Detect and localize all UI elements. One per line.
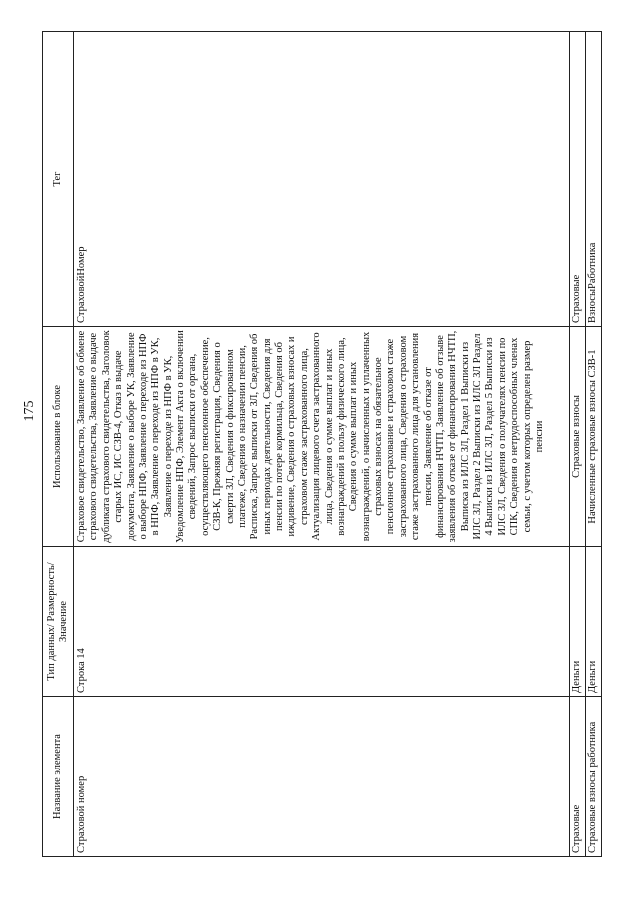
cell-tag: ВзносыРаботника (585, 32, 601, 327)
cell-element-name: Страховые взносы работника (585, 697, 601, 857)
cell-tag: Страховые (569, 32, 585, 327)
table-header-row (43, 32, 74, 857)
cell-data-type: Строка 14 (74, 547, 570, 697)
header-usage: Использование в блоке (43, 327, 74, 547)
cell-element-name: Страховые (569, 697, 585, 857)
elements-table (42, 31, 602, 857)
table-row (74, 32, 570, 857)
rotated-table-container (42, 32, 602, 857)
cell-usage: Страховое свидетельство, Заявление об обмене страхового свидетельства, Заявление о выдаче дубликата страхового свидетельства, Заголовок старых ИС, ИС СЗВ-4, Отказ в выдаче документа, Заявление о выборе УК, Заявление о выборе НПФ, Заявление о переходе из НПФ в НПФ, Заявление о переходе из НПФ в УК, Заявление о переходе из НПФ в УК, Уведомление НПФ, Элемент Акта о включении сведений, Запрос выписки от органа, осуществляющего пенсионное обеспечение, СЗВ-К, Прежняя регистрация, Сведения о смерти ЗЛ, Сведения о фиксированном платеже, Сведения о назначении пенсии, Расписка, Запрос выписки от ЗЛ, Сведения об иных периодах деятельности, Сведения для пенсии по потере кормильца, Сведения об иждивение, Сведения о страховых взносах и страховом стаже застрахованного лица, Актуализация лицевого счета застрахованного лица, Сведения о сумме выплат и иных вознаграждений в пользу физического лица, Сведения о сумме выплат и иных вознаграждений, о начисленных и уплаченных страховых взносах на обязательное пенсионное страхование и страховом стаже застрахованного лица, Сведения о страховом стаже застрахованного лица для установления пенсии, Заявление об отказе от финансирования НЧТП, Заявление об отзыве заявления об отказе от финансирования НЧТП, Выписка из ИЛС ЗЛ, Раздел 1 Выписки из ИЛС ЗЛ, Раздел 2 Выписки из ИЛС ЗЛ Раздел 4 Выписки из ИЛС ЗЛ, Раздел 5 Выписки из ИЛС ЗЛ, Сведения о получателях пенсии по СПК, Сведения о нетрудоспособных членах семьи, с учетом которых определен размер пенсии (74, 327, 570, 547)
header-data-type: Тип данных/ Размерность/ Значение (43, 547, 74, 697)
cell-usage: Страховые взносы (569, 327, 585, 547)
cell-data-type: Деньги (585, 547, 601, 697)
header-tag: Тег (43, 32, 74, 327)
header-element-name: Название элемента (43, 697, 74, 857)
cell-element-name: Страховой номер (74, 697, 570, 857)
cell-usage: Начисленные страховые взносы СЗВ-1 (585, 327, 601, 547)
table-row (569, 32, 585, 857)
table-row (585, 32, 601, 857)
cell-data-type: Деньги (569, 547, 585, 697)
cell-tag: СтраховойНомер (74, 32, 570, 327)
page-number: 175 (22, 400, 37, 422)
